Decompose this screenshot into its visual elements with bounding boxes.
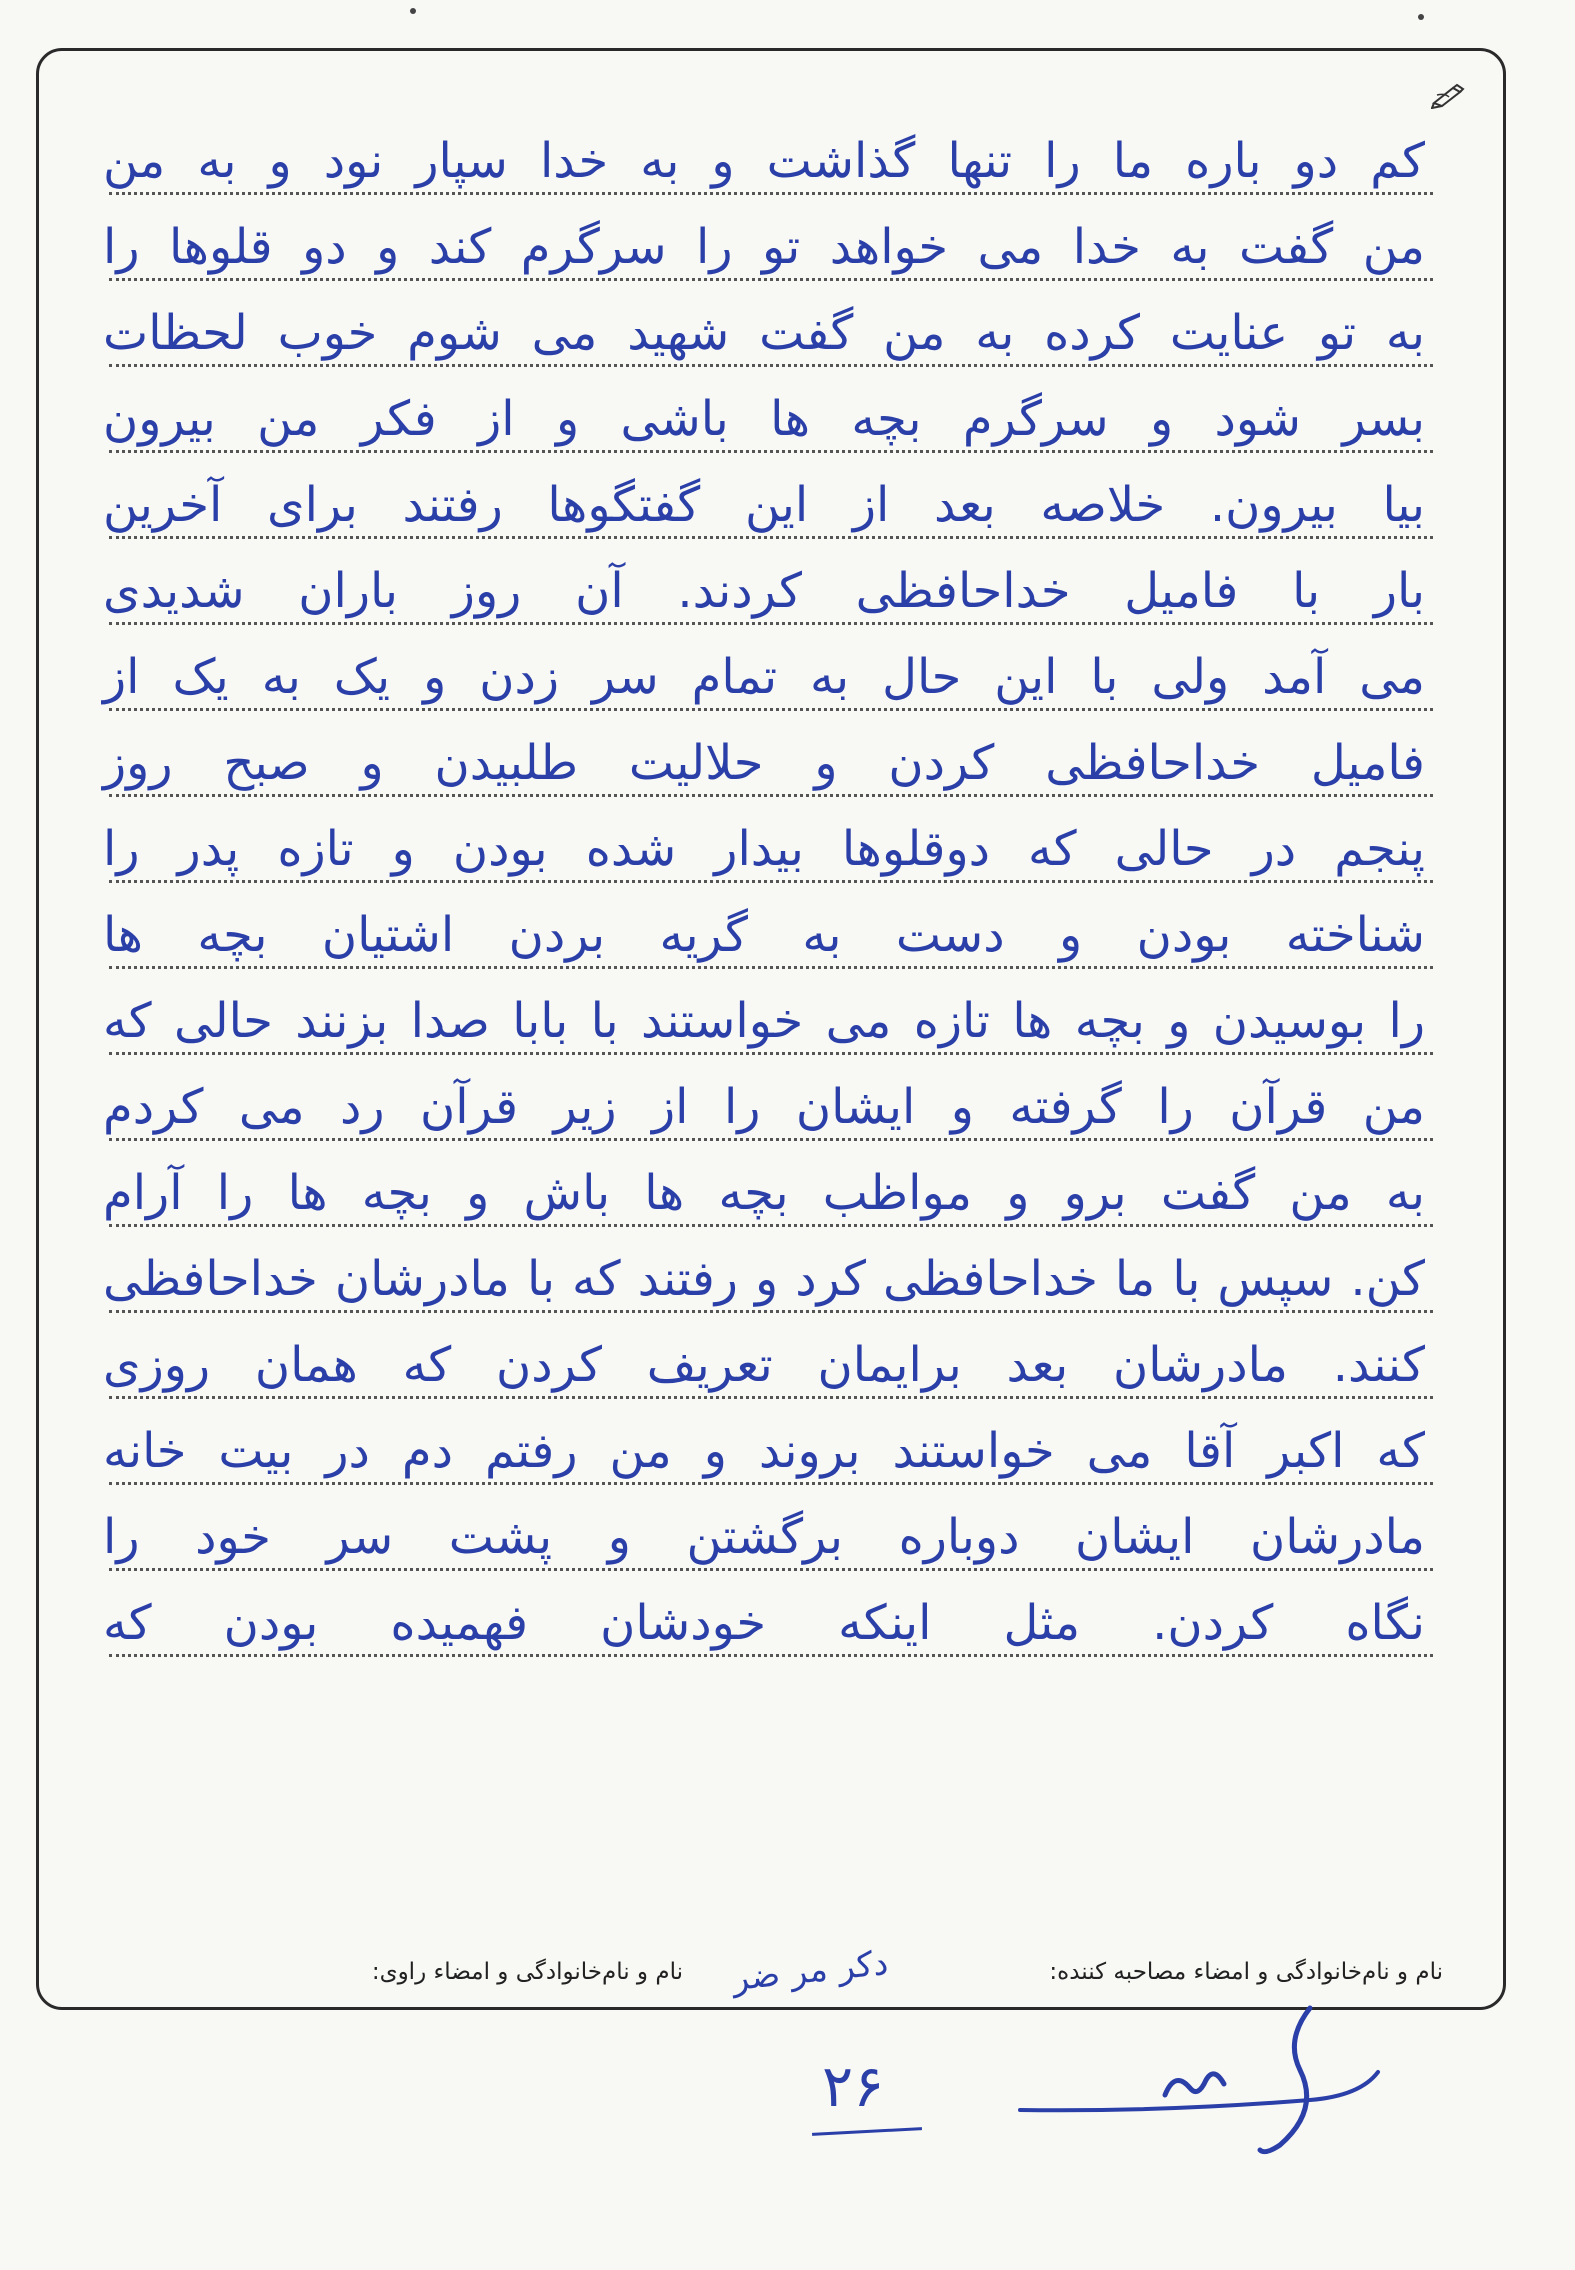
text-line: [99, 811, 1443, 897]
text-line: [99, 295, 1443, 381]
text-line: [99, 639, 1443, 725]
text-line: [99, 1413, 1443, 1499]
text-line: [99, 1155, 1443, 1241]
line-text: که اکبر آقا می خواستند بروند و من رفتم دم در بیت خانه: [103, 1423, 1425, 1479]
page-frame: [36, 48, 1506, 2010]
line-text: مادرشان ایشان دوباره برگشتن و پشت سر خود را: [103, 1509, 1425, 1565]
interviewer-label: نام و نام‌خانوادگی و امضاء مصاحبه کننده:: [1049, 1959, 1443, 1985]
line-text: کم دو باره ما را تنها گذاشت و به خدا سپار نود و به من: [103, 133, 1425, 189]
form-footer: [99, 1942, 1443, 2000]
text-line: [99, 1585, 1443, 1671]
text-line: [99, 381, 1443, 467]
paper-speck: [410, 8, 416, 14]
line-text: به تو عنایت کرده به من گفت شهید می شوم خوب لحظات: [103, 305, 1425, 361]
interviewer-signature: دکر مر ضر: [730, 1942, 890, 2000]
text-line: [99, 123, 1443, 209]
line-text: را بوسیدن و بچه ها تازه می خواستند با بابا صدا بزنند حالی که: [103, 993, 1425, 1049]
narrator-label: نام و نام‌خانوادگی و امضاء راوی:: [371, 1959, 683, 1985]
text-line: [99, 983, 1443, 1069]
line-text: شناخته بودن و دست به گریه بردن اشتیان بچه ها: [103, 907, 1425, 963]
line-text: نگاه کردن. مثل اینکه خودشان فهمیده بودن که: [103, 1595, 1425, 1651]
line-text: بسر شود و سرگرم بچه ها باشی و از فکر من بیرون: [103, 391, 1425, 447]
line-text: پنجم در حالی که دوقلوها بیدار شده بودن و تازه پدر را: [103, 821, 1425, 877]
line-text: می آمد ولی با این حال به تمام سر زدن و یک به یک از: [103, 649, 1425, 705]
text-line: [99, 1241, 1443, 1327]
text-line: [99, 1327, 1443, 1413]
text-line: [99, 725, 1443, 811]
text-line: [99, 467, 1443, 553]
text-line: [99, 1499, 1443, 1585]
text-line: [99, 897, 1443, 983]
narrator-signature: [1010, 2000, 1390, 2160]
line-text: بار با فامیل خداحافظی کردند. آن روز باران شدیدی: [103, 563, 1425, 619]
handwritten-lines: [99, 123, 1443, 1943]
text-line: [99, 1069, 1443, 1155]
text-line: [99, 209, 1443, 295]
pen-icon: [1431, 83, 1465, 109]
text-line: [99, 553, 1443, 639]
line-text: کنند. مادرشان بعد برایمان تعریف کردن که همان روزی: [103, 1337, 1425, 1393]
page-number-underline: [812, 2127, 922, 2136]
paper-speck: [1418, 14, 1424, 20]
page-number: ۲۶: [822, 2052, 885, 2120]
line-text: فامیل خداحافظی کردن و حلالیت طلبیدن و صبح روز: [103, 735, 1425, 791]
line-text: به من گفت برو و مواظب بچه ها باش و بچه ها را آرام: [103, 1165, 1425, 1221]
line-text: کن. سپس با ما خداحافظی کرد و رفتند که با مادرشان خداحافظی: [103, 1251, 1425, 1307]
line-text: من گفت به خدا می خواهد تو را سرگرم کند و دو قلوها را: [103, 219, 1425, 275]
line-text: بیا بیرون. خلاصه بعد از این گفتگوها رفتند برای آخرین: [103, 477, 1425, 533]
line-text: من قرآن را گرفته و ایشان را از زیر قرآن رد می کردم: [103, 1079, 1425, 1135]
